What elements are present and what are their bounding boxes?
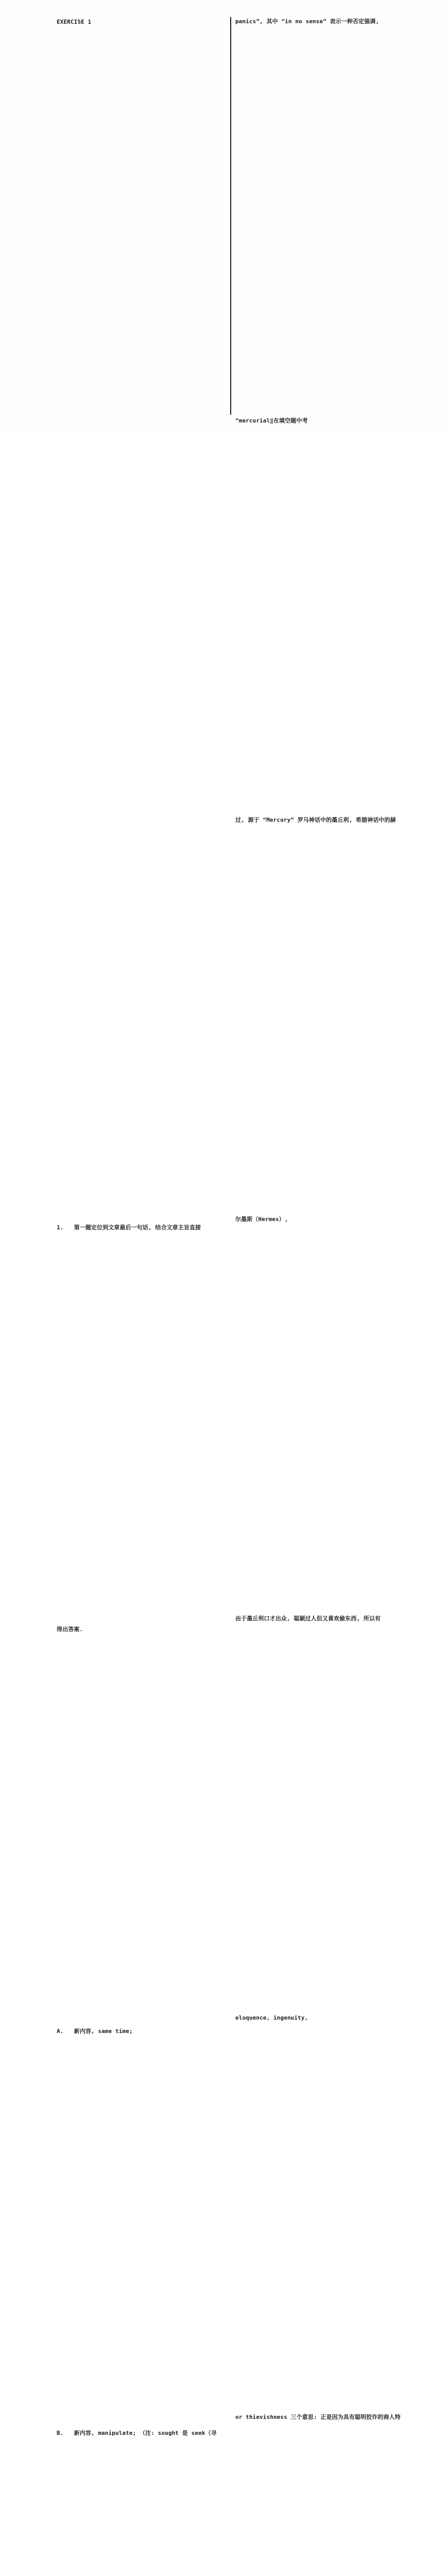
text-line: “mercurial‖在填空题中考: [235, 417, 308, 424]
text-line: B. 新内容, manipulate; （注: sought 是 seek（寻: [57, 2430, 217, 2436]
text-line: 尔墨斯（Hermes）,: [235, 1216, 288, 1223]
text-line: panics”, 其中 “in no sense” 表示一种否定强调,: [235, 18, 380, 25]
text-line: [57, 822, 231, 1224]
text-line: A. 新内容, same time;: [57, 2028, 133, 2035]
text-line: 得出答案.: [57, 1626, 83, 1633]
right-text-column: [235, 18, 413, 2420]
text-line: 1. 第一题定位到文章最后一句话, 结合文章主旨直接: [57, 1224, 201, 1231]
text-line: or thievishness 三个意思: 正是因为具有聪明狡诈的商人特: [235, 2414, 401, 2420]
text-line: 过, 源于 “Mercury” 罗马神话中的墨丘利, 希腊神话中的赫: [235, 817, 396, 823]
text-line: EXERCISE 1: [57, 19, 92, 25]
text-line: eloquence, ingenuity,: [235, 2014, 308, 2021]
column-divider-rule: [230, 17, 231, 415]
text-line: [57, 420, 231, 822]
text-line: 由于墨丘利口才出众, 聪颖过人但又喜欢偷东西, 所以有: [235, 1615, 381, 1622]
left-text-column: [57, 19, 231, 2436]
